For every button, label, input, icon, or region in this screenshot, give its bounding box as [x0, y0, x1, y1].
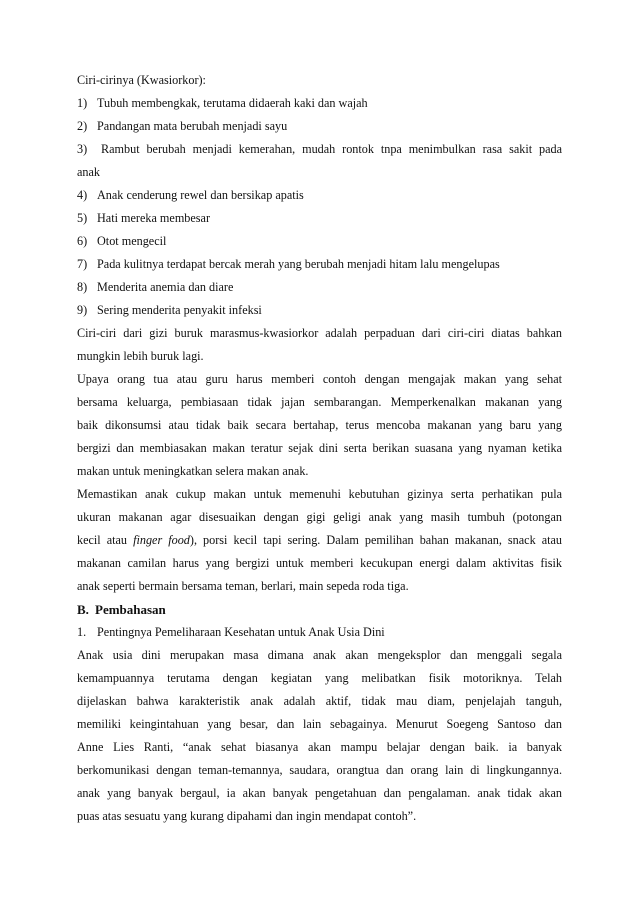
list-item-3-continuation: anak — [77, 165, 101, 179]
section-heading-b: B. Pembahasan — [77, 602, 166, 617]
ensure-line-1: Memastikan anak cukup makan untuk memenuhi kebutuhan gizinya serta perhatikan pula — [77, 487, 562, 501]
list-item-2: 2) Pandangan mata berubah menjadi sayu — [77, 119, 288, 133]
discussion-line-2: kemampuannya terutama dengan kegiatan yang melibatkan fisik motoriknya. Telah — [77, 671, 562, 685]
list-item-1: 1) Tubuh membengkak, terutama didaerah kaki dan wajah — [77, 96, 368, 110]
discussion-line-7: anak yang banyak bergaul, ia akan banyak pengetahuan dan pengalaman. anak tidak akan — [77, 786, 562, 800]
ensure-line-5: anak seperti bermain bersama teman, berlari, main sepeda roda tiga. — [77, 579, 409, 593]
effort-line-2: bersama keluarga, pembiasaan tidak jajan sembarangan. Memperkenalkan makanan yang — [77, 395, 562, 409]
list-item-8: 8) Menderita anemia dan diare — [77, 280, 234, 294]
discussion-line-3: dijelaskan bahwa karakteristik anak adalah aktif, tidak mau diam, penjelajah tanguh, — [77, 694, 562, 708]
discussion-line-8: puas atas sesuatu yang kurang dipahami dan ingin mendapat contoh”. — [77, 809, 417, 823]
discussion-line-5: Anne Lies Ranti, “anak sehat biasanya akan mampu belajar dengan baik. ia banyak — [77, 740, 562, 754]
ensure-line-3: kecil atau finger food), porsi kecil tapi sering. Dalam pemilihan bahan makanan, snack atau — [77, 533, 563, 547]
marasmus-line-1: Ciri-ciri dari gizi buruk marasmus-kwasiorkor adalah perpaduan dari ciri-ciri diatas bahkan — [77, 326, 562, 340]
finger-food-term: finger food — [133, 533, 190, 547]
list-item-4: 4) Anak cenderung rewel dan bersikap apatis — [77, 188, 304, 202]
list-item-6: 6) Otot mengecil — [77, 234, 167, 248]
discussion-line-1: Anak usia dini merupakan masa dimana anak akan mengeksplor dan menggali segala — [77, 648, 562, 662]
list-item-9: 9) Sering menderita penyakit infeksi — [77, 303, 262, 317]
list-item-5: 5) Hati mereka membesar — [77, 211, 211, 225]
ensure-line-2: ukuran makanan agar disesuaikan dengan gigi geligi anak yang masih tumbuh (potongan — [77, 510, 562, 524]
effort-line-1: Upaya orang tua atau guru harus memberi contoh dengan mengajak makan yang sehat — [77, 372, 562, 386]
discussion-line-4: memiliki keingintahuan yang besar, dan lain sebagainya. Menurut Soegeng Santoso dan — [77, 717, 562, 731]
effort-line-3: baik dikonsumsi atau tidak baik secara bertahap, terus mencoba makanan yang baru yang — [77, 418, 562, 432]
subsection-heading-1: 1. Pentingnya Pemeliharaan Kesehatan untuk Anak Usia Dini — [77, 625, 385, 639]
effort-line-5: makan untuk meningkatkan selera makan anak. — [77, 464, 309, 478]
marasmus-line-2: mungkin lebih buruk lagi. — [77, 349, 204, 363]
list-item-3: 3) Rambut berubah menjadi kemerahan, mudah rontok tnpa menimbulkan rasa sakit pada — [77, 142, 562, 156]
effort-line-4: bergizi dan membiasakan makan teratur sejak dini serta berikan suasana yang nyaman ketika — [77, 441, 562, 455]
list-item-7: 7) Pada kulitnya terdapat bercak merah yang berubah menjadi hitam lalu mengelupas — [77, 257, 500, 271]
ensure-line-4: makanan camilan harus yang bergizi untuk memberi kecukupan energi dalam aktivitas fisik — [77, 556, 562, 570]
features-title: Ciri-cirinya (Kwasiorkor): — [77, 73, 206, 87]
document-body — [77, 69, 562, 828]
discussion-line-6: berkomunikasi dengan teman-temannya, saudara, orangtua dan orang lain di lingkungannya. — [77, 763, 562, 777]
